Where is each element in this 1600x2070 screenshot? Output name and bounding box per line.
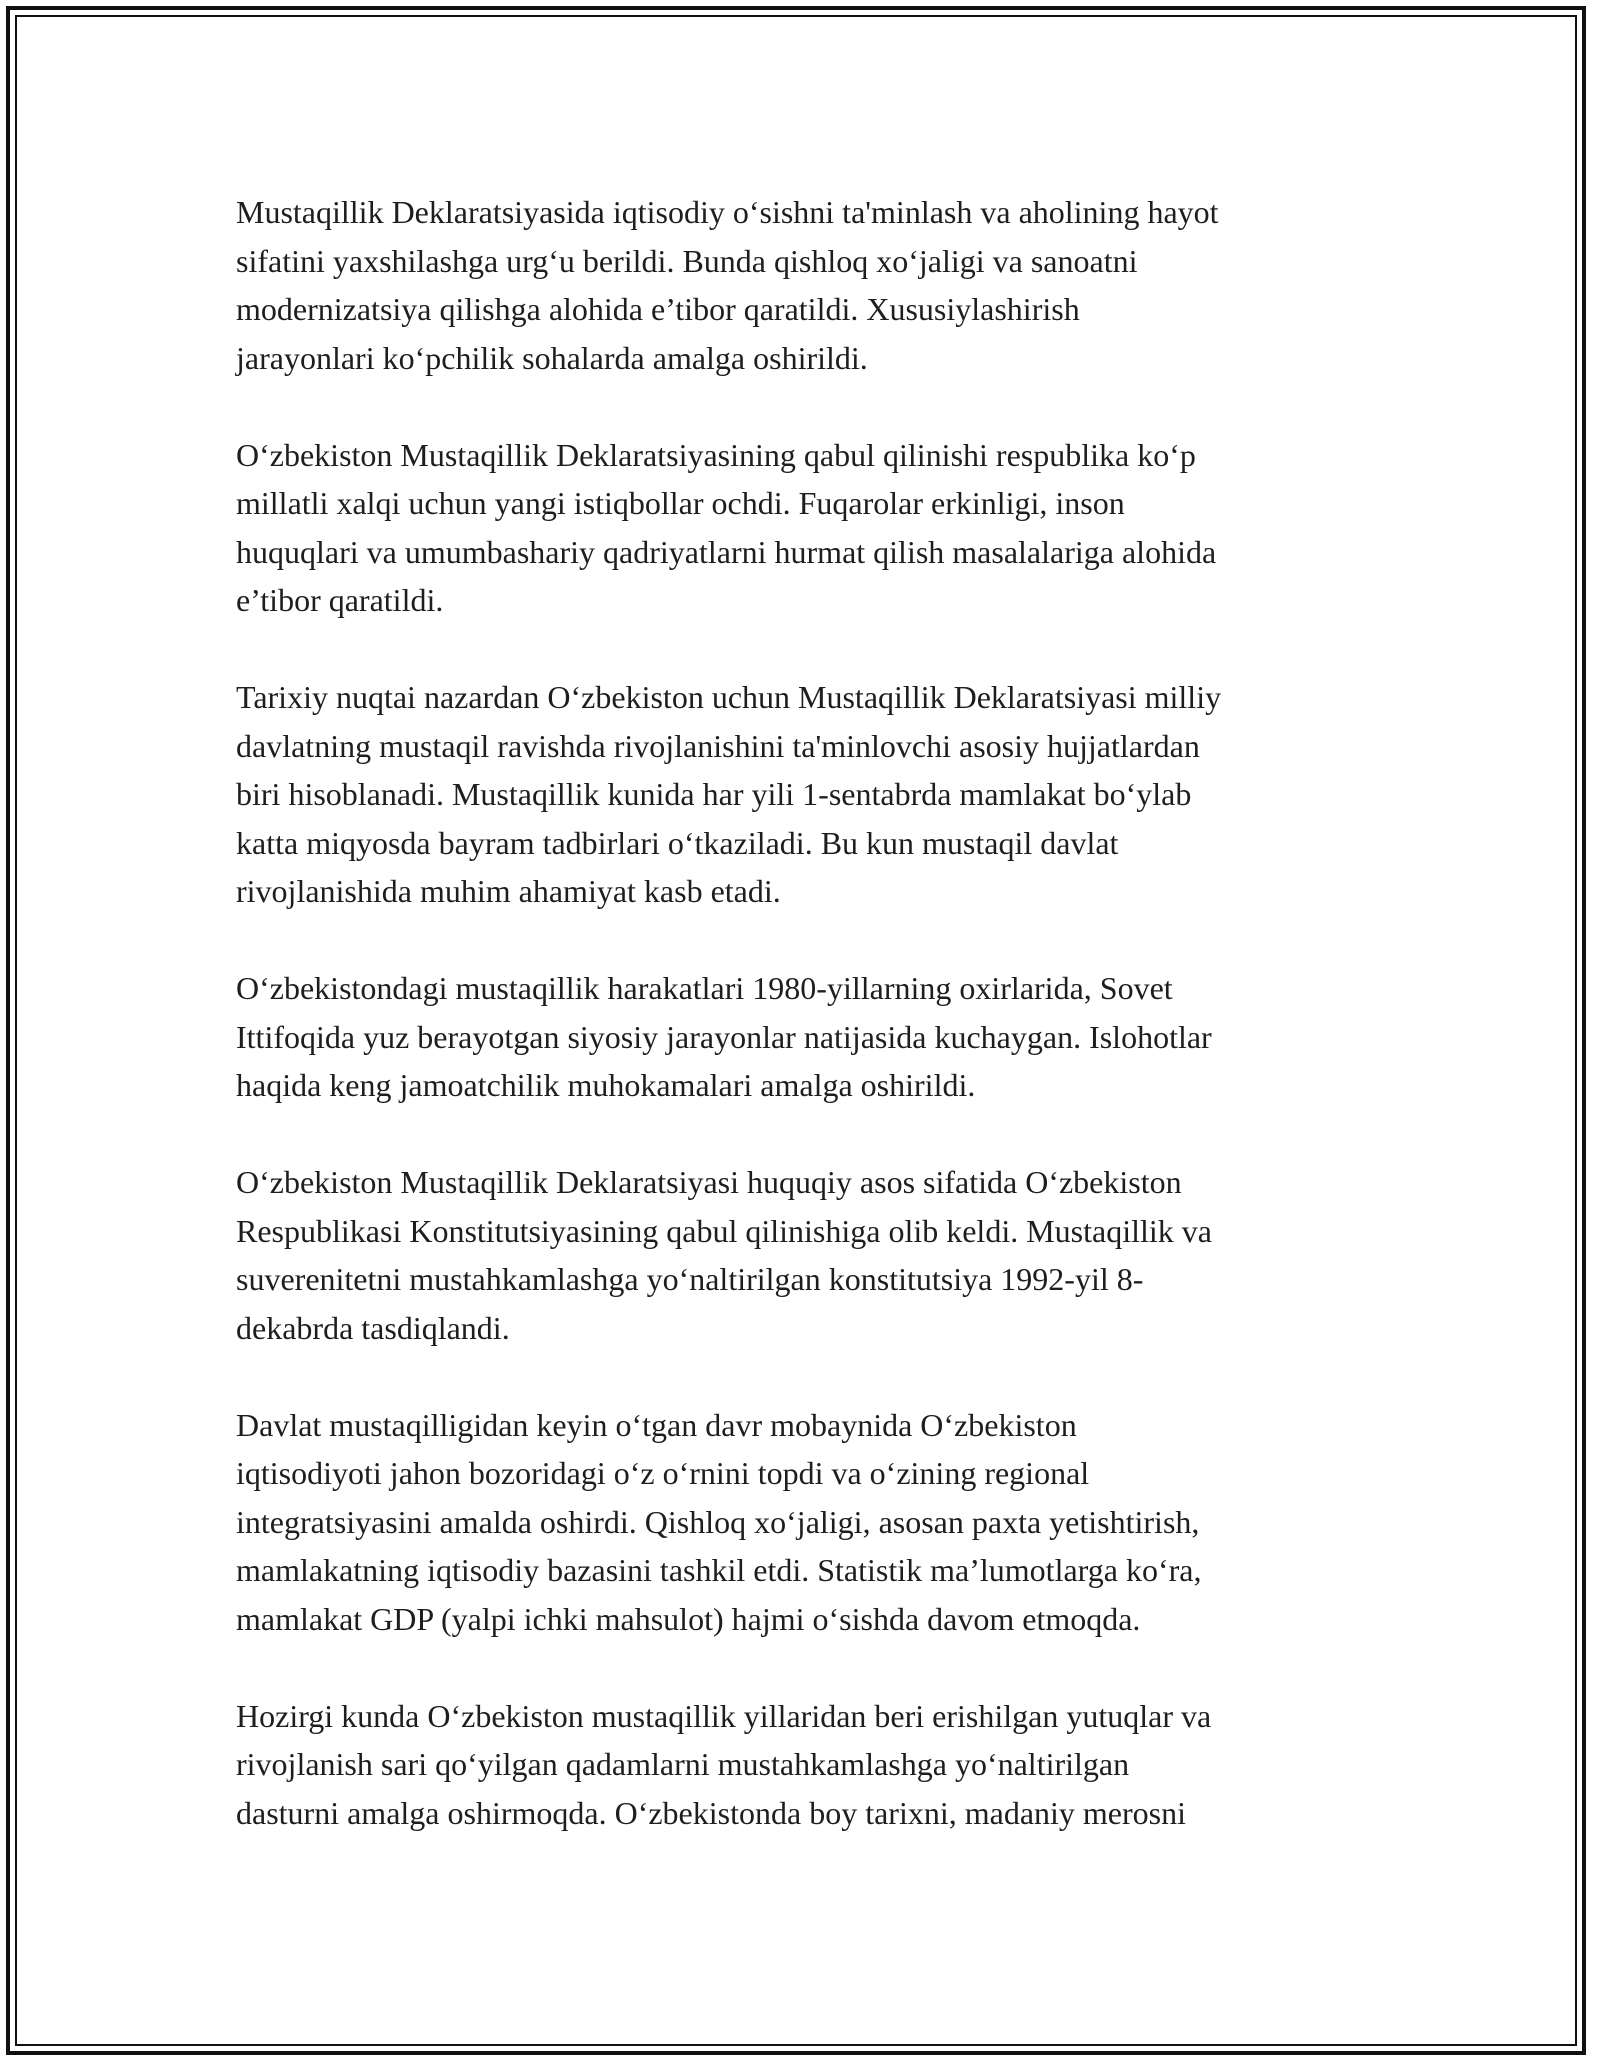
paragraph: Hozirgi kunda O‘zbekiston mustaqillik yillaridan beri erishilgan yutuqlar va rivojlanish sari qo‘yilgan qadamlarni mustahkamlashga yo‘naltirilgan dasturni amalga oshirmoqda. O‘zbekistonda boy tarixni, madaniy merosni xyxy=(236,1697,1212,1831)
paragraph: O‘zbekiston Mustaqillik Deklaratsiyasi huquqiy asos sifatida O‘zbekiston Respublikasi Konstitutsiyasining qabul qilinishiga olib keldi. Mustaqillik va suverenitetni mustahkamlashga yo‘naltirilgan konstitutsiya 1992-yil 8- dekabrda tasdiqlandi. xyxy=(236,1164,1212,1346)
paragraph: Mustaqillik Deklaratsiyasida iqtisodiy o‘sishni ta'minlash va aholining hayot sifatini yaxshilashga urg‘u berildi. Bunda qishloq xo‘jaligi va sanoatni modernizatsiya qilishga alohida e’tibor qaratildi. Xususiylashirish jarayonlari ko‘pchilik sohalarda amalga oshirildi. xyxy=(236,194,1219,376)
document-body xyxy=(236,188,1386,1886)
paragraph: O‘zbekistondagi mustaqillik harakatlari 1980-yillarning oxirlarida, Sovet Ittifoqida yuz berayotgan siyosiy jarayonlar natijasida kuchaygan. Islohotlar haqida keng jamoatchilik muhokamalari amalga oshirildi. xyxy=(236,970,1212,1103)
paragraph: Tarixiy nuqtai nazardan O‘zbekiston uchun Mustaqillik Deklaratsiyasi milliy davlatning mustaqil ravishda rivojlanishini ta'minlovchi asosiy hujjatlardan biri hisoblanadi. Mustaqillik kunida har yili 1-sentabrda mamlakat bo‘ylab katta miqyosda bayram tadbirlari o‘tkaziladi. Bu kun mustaqil davlat rivojlanishida muhim ahamiyat kasb etadi. xyxy=(236,679,1222,909)
paragraph: Davlat mustaqilligidan keyin o‘tgan davr mobaynida O‘zbekiston iqtisodiyoti jahon bozoridagi o‘z o‘rnini topdi va o‘zining regional integratsiyasini amalda oshirdi. Qishloq xo‘jaligi, asosan paxta yetishtirish, mamlakatning iqtisodiy bazasini tashkil etdi. Statistik ma’lumotlarga ko‘ra, mamlakat GDP (yalpi ichki mahsulot) hajmi o‘sishda davom etmoqda. xyxy=(236,1406,1202,1637)
paragraph: O‘zbekiston Mustaqillik Deklaratsiyasining qabul qilinishi respublika ko‘p millatli xalqi uchun yangi istiqbollar ochdi. Fuqarolar erkinligi, inson huquqlari va umumbashariy qadriyatlarni hurmat qilish masalalariga alohida e’tibor qaratildi. xyxy=(236,436,1217,618)
